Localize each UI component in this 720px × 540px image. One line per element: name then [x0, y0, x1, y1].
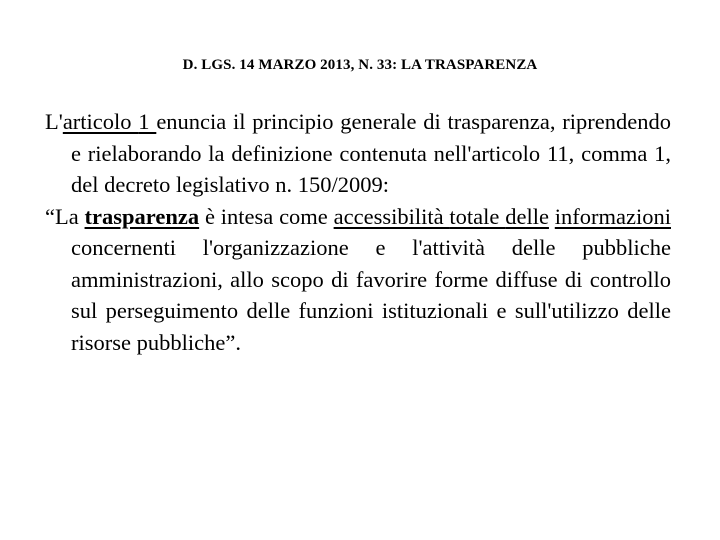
slide-body: [45, 106, 671, 358]
article-number-underlined: 1: [138, 109, 157, 134]
paragraph-2-prefix: “La: [45, 203, 85, 229]
paragraph-article-1: [45, 106, 671, 201]
paragraph-2-text-a: è intesa come: [199, 203, 334, 229]
accessibilita-underlined: accessibilità: [333, 203, 450, 229]
paragraph-2-text-b: concernenti l'organizzazione e l'attività delle pubbliche amministrazioni, allo scopo di favorire forme diffuse di controllo sul perseguimento delle funzioni istituzionali e sull'utilizzo delle risorse pubbliche”.: [71, 235, 671, 355]
articolo-underlined: articolo: [62, 109, 139, 134]
delle-underlined: delle: [505, 203, 549, 229]
slide-title: D. LGS. 14 MARZO 2013, N. 33: LA TRASPARENZA: [182, 57, 538, 73]
paragraph-transparency-definition: [45, 201, 671, 359]
informazioni-underlined: informazioni: [554, 203, 671, 229]
totale-underlined: totale: [449, 203, 506, 229]
trasparenza-bold-underlined: trasparenza: [84, 203, 200, 229]
paragraph-1-text: enuncia il principio generale di trasparenza, riprendendo e rielaborando la definizione contenuta nell'articolo 11, comma 1, del decreto legislativo n. 150/2009:: [71, 109, 671, 197]
paragraph-1-prefix: L': [45, 109, 63, 134]
